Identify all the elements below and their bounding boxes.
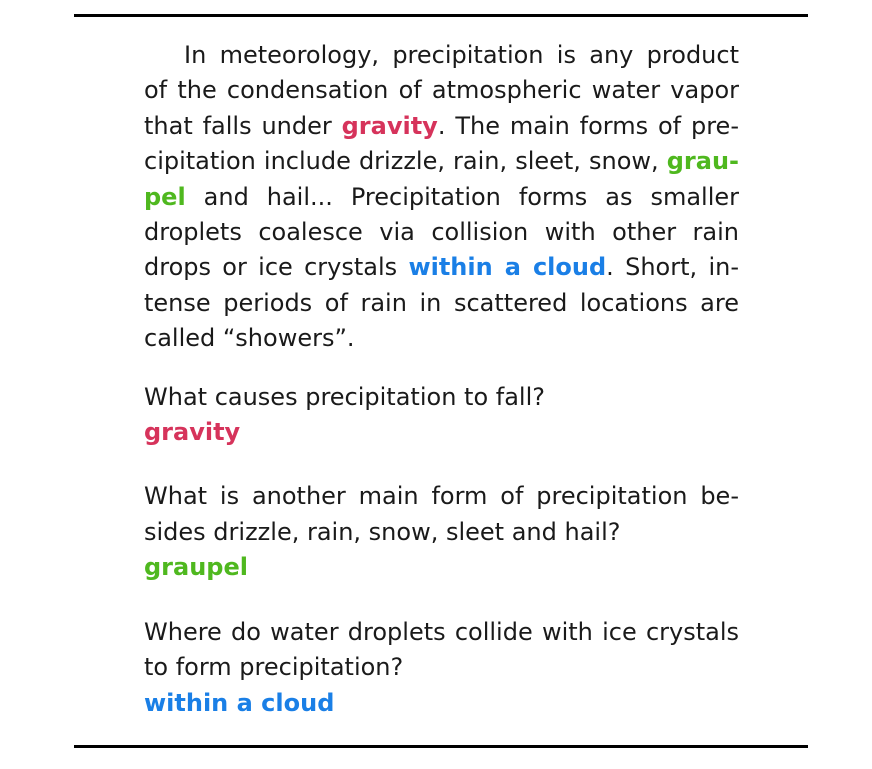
passage-text-4: . Short, intense periods of rain in scattered locations are called “showers”. — [144, 253, 739, 353]
highlight-within-a-cloud: within a cloud — [408, 253, 607, 282]
passage-text-1: In meteorology, precipitation is any product of the condensation of atmospheric water vapor that falls under — [144, 41, 739, 140]
bottom-rule — [74, 745, 808, 748]
question-text: What causes precipitation to fall? — [144, 382, 545, 411]
highlight-gravity: gravity — [341, 111, 438, 140]
passage-paragraph — [144, 38, 739, 357]
highlight-graupel: graupel — [144, 147, 739, 211]
question-text: Where do water droplets collide with ice crystals to form precipitation? — [144, 617, 739, 682]
question-text: What is another main form of precipitation besides drizzle, rain, snow, sleet and hail? — [144, 482, 739, 546]
document-body — [144, 38, 739, 721]
qa-item-2 — [144, 479, 739, 585]
qa-item-3 — [144, 615, 739, 721]
answer-text: within a cloud — [144, 688, 335, 717]
passage-text-2: . The main forms of precipitation include drizzle, rain, sleet, snow, — [144, 111, 739, 176]
answer-text: gravity — [144, 418, 241, 447]
passage-text-3: and hail... Precipitation forms as smaller droplets coalesce via collision with other rain drops or ice crystals — [144, 182, 739, 282]
qa-item-1 — [144, 380, 739, 451]
answer-text: graupel — [144, 553, 248, 582]
top-rule — [74, 14, 808, 17]
